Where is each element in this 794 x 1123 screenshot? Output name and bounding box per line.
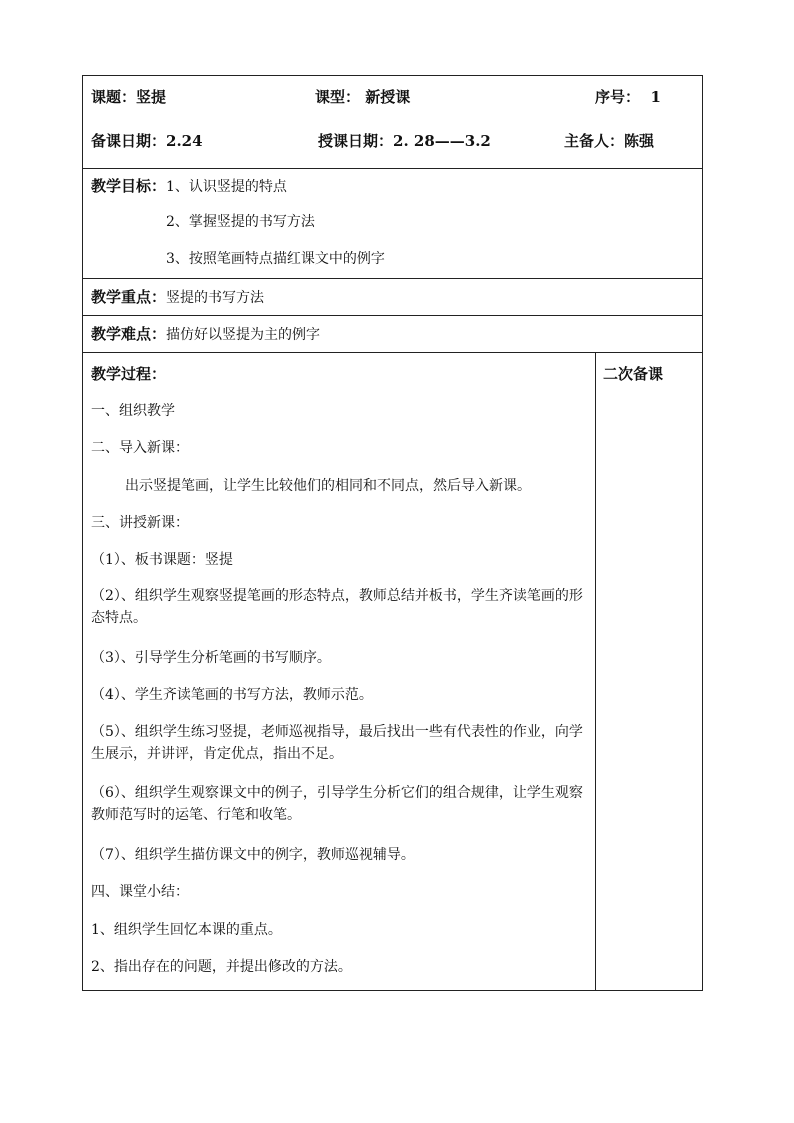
serial-value: 1 (650, 88, 661, 106)
difficulty-value: 描仿好以竖提为主的例字 (166, 327, 321, 343)
header-row (83, 76, 702, 169)
goal-item: 2、掌握竖提的书写方法 (166, 214, 315, 230)
column-divider (595, 353, 596, 990)
key-point-value: 竖提的书写方法 (166, 290, 265, 306)
goal-line-3 (166, 250, 385, 268)
preparer-label: 主备人： (564, 132, 625, 150)
process-line: （7）、组织学生描仿课文中的例字，教师巡视辅导。 (91, 847, 415, 863)
goal-line-1 (91, 177, 287, 196)
teach-date-label: 授课日期： (318, 132, 394, 150)
process-line: 1、组织学生回忆本课的重点。 (91, 922, 282, 938)
key-point-label: 教学重点： (91, 288, 167, 306)
second-prep-label: 二次备课 (603, 365, 664, 383)
goals-label: 教学目标： (91, 177, 167, 195)
process-line: 四、课堂小结： (91, 884, 189, 900)
process-line: （3）、引导学生分析笔画的书写顺序。 (91, 650, 331, 666)
process-line: 三、讲授新课： (91, 515, 189, 531)
process-paragraph (91, 585, 589, 629)
lesson-type-value: 新授课 (365, 88, 411, 106)
lesson-type-field (315, 88, 410, 106)
process-line: （2）、组织学生观察竖提笔画的形态特点，教师总结并板书，学生齐读笔画的形态特点。 (91, 588, 583, 626)
goal-item: 3、按照笔画特点描红课文中的例字 (166, 251, 385, 267)
topic-label: 课题： (91, 88, 137, 106)
process-paragraph (91, 782, 589, 826)
process-paragraph (91, 721, 589, 765)
lesson-type-label: 课型： (315, 88, 361, 106)
process-line: （1）、板书课题：竖提 (91, 552, 233, 568)
difficulty-row (83, 316, 702, 353)
goals-row (83, 169, 702, 279)
difficulty-label: 教学难点： (91, 325, 167, 343)
goal-item: 1、认识竖提的特点 (166, 179, 287, 195)
process-line: （5）、组织学生练习竖提，老师巡视指导，最后找出一些有代表性的作业，向学生展示，并讲评，肯定优点，指出不足。 (91, 724, 583, 762)
lesson-plan-table (82, 75, 703, 991)
key-point-line (91, 288, 264, 307)
serial-field (595, 88, 661, 106)
key-point-row (83, 279, 702, 316)
process-label: 教学过程： (91, 365, 167, 383)
teach-date-field (318, 132, 491, 150)
process-line: （6）、组织学生观察课文中的例子，引导学生分析它们的组合规律，让学生观察教师范写时的运笔、行笔和收笔。 (91, 785, 583, 823)
goal-line-2 (166, 213, 315, 231)
preparer-field (564, 132, 654, 150)
process-line: 2、指出存在的问题，并提出修改的方法。 (91, 959, 352, 975)
prep-date-label: 备课日期： (91, 132, 167, 150)
prep-date-field (91, 132, 203, 150)
teach-date-value: 2. 28——3.2 (393, 132, 491, 150)
difficulty-line (91, 325, 320, 344)
process-line: 二、导入新课： (91, 440, 189, 456)
process-line: （4）、学生齐读笔画的书写方法，教师示范。 (91, 687, 373, 703)
preparer-value: 陈强 (624, 132, 655, 150)
process-line: 出示竖提笔画，让学生比较他们的相同和不同点，然后导入新课。 (125, 478, 531, 494)
topic-value: 竖提 (136, 88, 167, 106)
process-line: 一、组织教学 (91, 403, 175, 419)
serial-label: 序号： (595, 88, 641, 106)
prep-date-value: 2.24 (166, 132, 203, 150)
topic-field (91, 88, 166, 106)
